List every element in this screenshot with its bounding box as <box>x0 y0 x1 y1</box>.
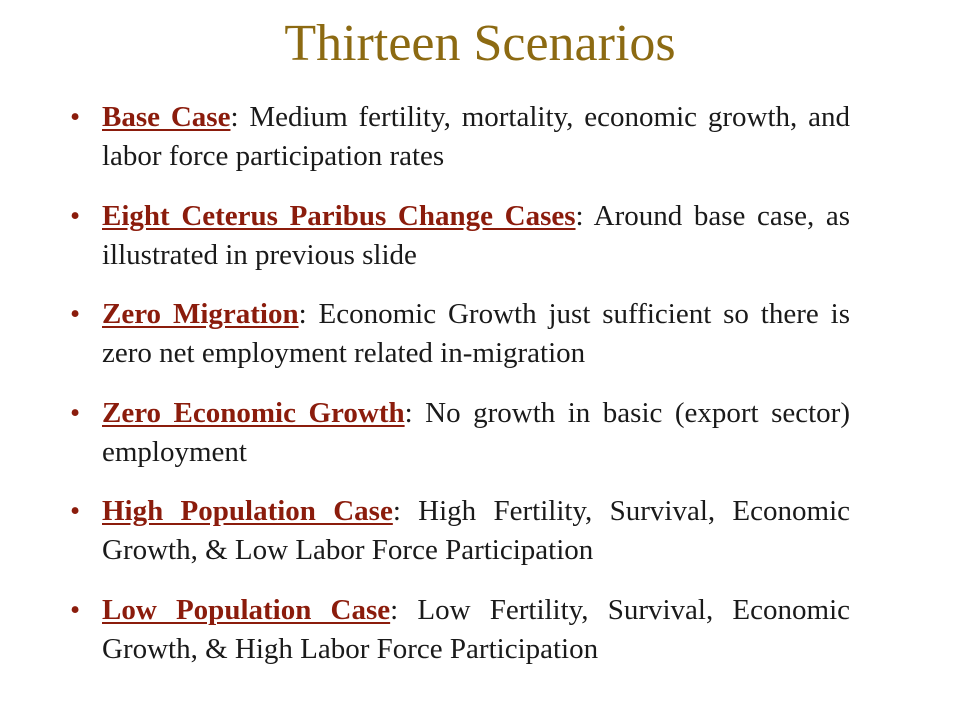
bullet-item-change-cases <box>60 197 850 275</box>
slide-title: Thirteen Scenarios <box>284 15 676 72</box>
bullet-item-base-case <box>60 98 850 176</box>
bullet-item-zero-migration <box>60 295 850 373</box>
bullet-item-zero-economic-growth <box>60 394 850 472</box>
bullet-term: Zero Migration <box>102 298 299 330</box>
bullet-text: : High Fertility, Survival, Economic Growth, & Low Labor Force Participation <box>102 495 850 566</box>
bullet-text: : Around base case, as illustrated in previous slide <box>102 199 850 271</box>
bullet-term: Low Population Case <box>102 593 391 626</box>
bullet-dot-icon: • <box>70 396 81 429</box>
bullet-term: Zero Economic Growth <box>102 396 405 429</box>
bullet-dot-icon: • <box>70 101 81 133</box>
bullet-text: : Medium fertility, mortality, economic growth, and labor force participation rates <box>102 101 850 172</box>
bullet-dot-icon: • <box>70 495 81 527</box>
bullet-text: : Economic Growth just sufficient so there is zero net employment related in-migration <box>102 298 850 369</box>
bullet-list <box>60 98 850 689</box>
bullet-item-high-population <box>60 492 850 570</box>
bullet-dot-icon: • <box>70 298 81 330</box>
bullet-term: Eight Ceterus Paribus Change Cases <box>102 199 576 232</box>
bullet-text: : Low Fertility, Survival, Economic Growth, & High Labor Force Participation <box>102 593 850 665</box>
bullet-term: Base Case <box>102 101 231 133</box>
bullet-dot-icon: • <box>70 593 81 626</box>
bullet-dot-icon: • <box>70 199 81 232</box>
bullet-term: High Population Case <box>102 495 393 527</box>
bullet-item-low-population <box>60 591 850 669</box>
bullet-text: : No growth in basic (export sector) employment <box>102 396 850 468</box>
